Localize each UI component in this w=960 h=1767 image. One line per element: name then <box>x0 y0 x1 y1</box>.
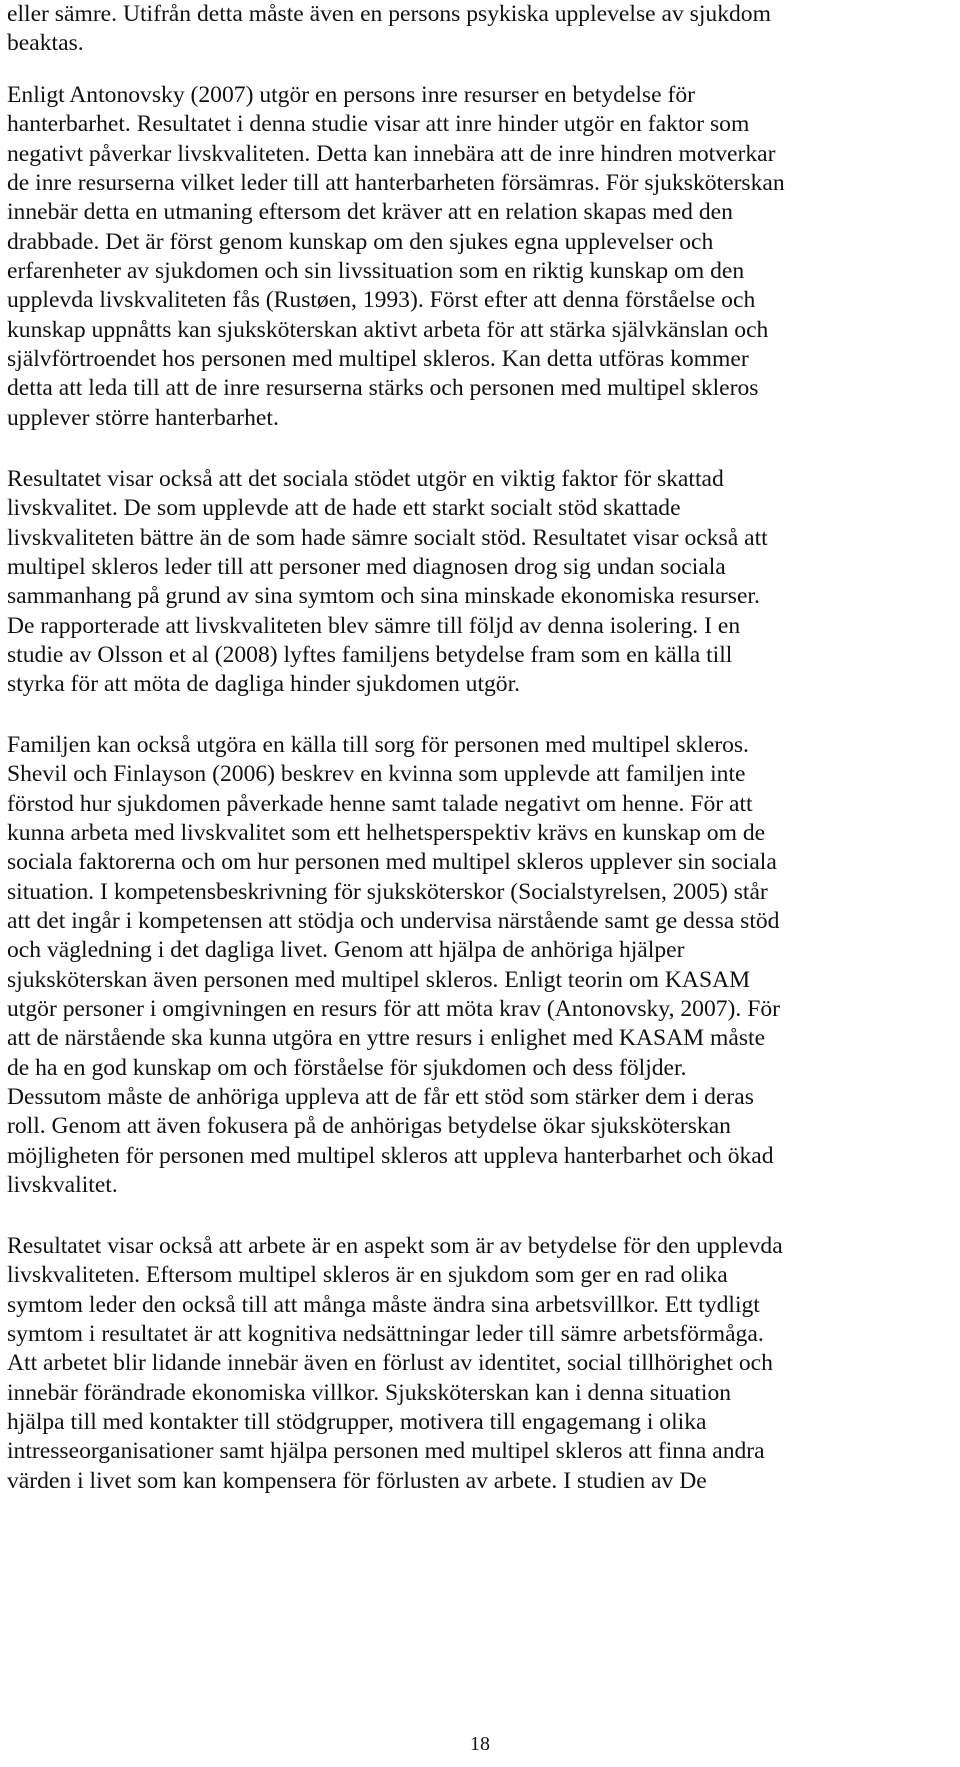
text-line: Att arbetet blir lidande innebär även en förlust av identitet, social tillhörighet och <box>7 1350 773 1377</box>
text-line: symtom leder den också till att många måste ändra sina arbetsvillkor. Ett tydligt <box>7 1291 760 1318</box>
text-line: Shevil och Finlayson (2006) beskrev en kvinna som upplevde att familjen inte <box>7 761 746 788</box>
text-line: att det ingår i kompetensen att stödja och undervisa närstående samt ge dessa stöd <box>7 908 780 935</box>
text-line: de ha en god kunskap om och förståelse för sjukdomen och dess följder. <box>7 1054 687 1081</box>
text-line: styrka för att möta de dagliga hinder sjukdomen utgör. <box>7 671 521 698</box>
text-line: möjligheten för personen med multipel skleros att uppleva hanterbarhet och ökad <box>7 1142 774 1169</box>
text-line: självförtroendet hos personen med multipel skleros. Kan detta utföras kommer <box>7 346 749 373</box>
text-line: upplevda livskvaliteten fås (Rustøen, 1993). Först efter att denna förståelse och <box>7 287 756 314</box>
text-line: kunna arbeta med livskvalitet som ett helhetsperspektiv krävs en kunskap om de <box>7 820 766 847</box>
text-line: erfarenheter av sjukdomen och sin livssituation som en riktig kunskap om den <box>7 258 745 285</box>
text-line: intresseorganisationer samt hjälpa personen med multipel skleros att finna andra <box>7 1438 765 1465</box>
text-line: negativt påverkar livskvaliteten. Detta kan innebära att de inre hindren motverkar <box>7 140 776 167</box>
text-line: Resultatet visar också att det sociala stödet utgör en viktig faktor för skattad <box>7 466 724 492</box>
text-line: Dessutom måste de anhöriga uppleva att de får ett stöd som stärker dem i deras <box>7 1084 754 1111</box>
text-line: drabbade. Det är först genom kunskap om den sjukes egna upplevelser och <box>7 228 714 255</box>
text-line: beaktas. <box>7 30 84 57</box>
text-line: symtom i resultatet är att kognitiva nedsättningar leder till sämre arbetsförmåga. <box>7 1321 764 1348</box>
text-line: detta att leda till att de inre resurserna stärks och personen med multipel skleros <box>7 375 759 402</box>
text-line: hjälpa till med kontakter till stödgrupper, motivera till engagemang i olika <box>7 1409 707 1436</box>
text-line: och vägledning i det dagliga livet. Genom att hjälpa de anhöriga hjälper <box>7 937 685 964</box>
text-line: studie av Olsson et al (2008) lyftes familjens betydelse fram som en källa till <box>7 642 733 669</box>
text-line: sjuksköterskan även personen med multipel skleros. Enligt teorin om KASAM <box>7 966 751 993</box>
text-line: sammanhang på grund av sina symtom och sina minskade ekonomiska resurser. <box>7 583 760 610</box>
text-line: livskvalitet. De som upplevde att de hade ett starkt socialt stöd skattade <box>7 495 681 522</box>
page-number: 18 <box>470 1733 490 1755</box>
text-line: De rapporterade att livskvaliteten blev sämre till följd av denna isolering. I en <box>7 612 741 639</box>
text-line: hanterbarhet. Resultatet i denna studie visar att inre hinder utgör en faktor som <box>7 111 750 138</box>
text-line: eller sämre. Utifrån detta måste även en persons psykiska upplevelse av sjukdom <box>7 1 771 27</box>
text-line: att de närstående ska kunna utgöra en yttre resurs i enlighet med KASAM måste <box>7 1025 766 1052</box>
text-line: livskvalitet. <box>7 1172 118 1199</box>
text-line: värden i livet som kan kompensera för förlusten av arbete. I studien av De <box>7 1467 707 1494</box>
text-line: Enligt Antonovsky (2007) utgör en persons inre resurser en betydelse för <box>7 82 695 108</box>
text-line: livskvaliteten bättre än de som hade sämre socialt stöd. Resultatet visar också att <box>7 524 768 551</box>
text-line: multipel skleros leder till att personer med diagnosen drog sig undan sociala <box>7 554 726 581</box>
paragraph-1 <box>7 0 957 59</box>
text-line: upplever större hanterbarhet. <box>7 404 279 431</box>
text-line: sociala faktorerna och om hur personen med multipel skleros upplever sin sociala <box>7 849 777 876</box>
text-line: utgör personer i omgivningen en resurs för att möta krav (Antonovsky, 2007). För <box>7 996 780 1023</box>
text-line: situation. I kompetensbeskrivning för sjuksköterskor (Socialstyrelsen, 2005) står <box>7 878 768 905</box>
text-line: de inre resurserna vilket leder till att hanterbarheten försämras. För sjuksköterskan <box>7 170 785 197</box>
text-line: innebär detta en utmaning eftersom det kräver att en relation skapas med den <box>7 199 733 226</box>
text-line: Resultatet visar också att arbete är en aspekt som är av betydelse för den upplevda <box>7 1233 783 1259</box>
text-line: innebär förändrade ekonomiska villkor. Sjuksköterskan kan i denna situation <box>7 1379 732 1406</box>
paragraph-5 <box>7 1232 957 1496</box>
paragraph-4 <box>7 731 957 1201</box>
text-line: Familjen kan också utgöra en källa till sorg för personen med multipel skleros. <box>7 732 749 758</box>
paragraph-3 <box>7 465 957 700</box>
text-line: kunskap uppnåtts kan sjuksköterskan aktivt arbeta för att stärka självkänslan och <box>7 316 769 343</box>
text-line: livskvaliteten. Eftersom multipel skleros är en sjukdom som ger en rad olika <box>7 1262 728 1289</box>
text-line: roll. Genom att även fokusera på de anhörigas betydelse ökar sjuksköterskan <box>7 1113 731 1140</box>
text-line: förstod hur sjukdomen påverkade henne samt talade negativt om henne. För att <box>7 790 753 817</box>
paragraph-2 <box>7 81 957 433</box>
